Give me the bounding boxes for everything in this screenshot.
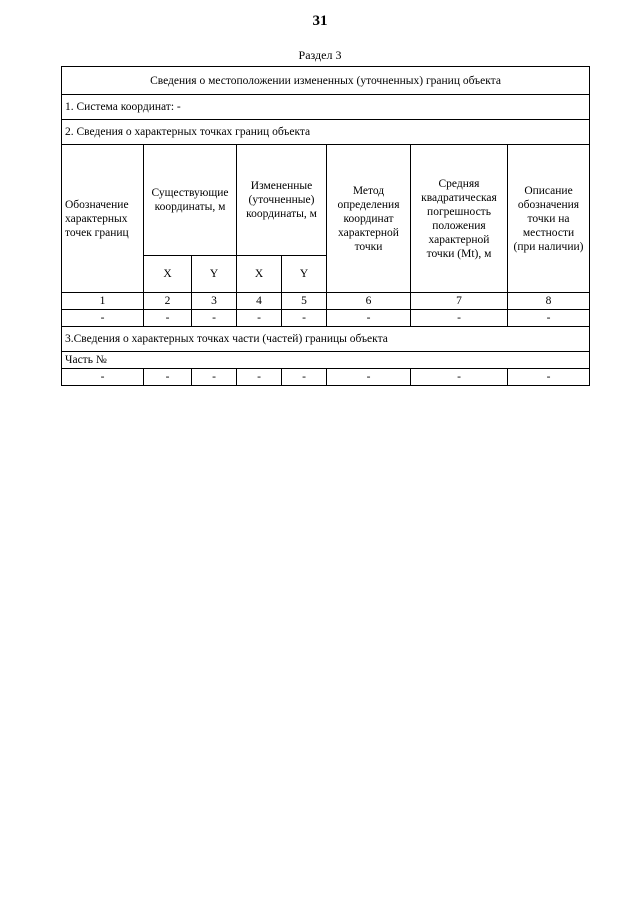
- column-number: 8: [508, 293, 590, 310]
- column-number: 2: [144, 293, 192, 310]
- column-number: 6: [327, 293, 411, 310]
- table-cell: -: [508, 310, 590, 327]
- table-row: [62, 369, 590, 386]
- header-changed-x: X: [237, 256, 282, 293]
- boundary-table: [61, 66, 590, 386]
- section-label: Раздел 3: [298, 48, 342, 62]
- table-cell: -: [282, 310, 327, 327]
- table-cell: -: [282, 369, 327, 386]
- table-title: Сведения о местоположении измененных (уточненных) границ объекта: [62, 67, 590, 95]
- header-existing-y: Y: [192, 256, 237, 293]
- header-description: Описание обозначения точки на местности (при наличии): [508, 145, 590, 293]
- header-error: Средняя квадратическая погрешность положения характерной точки (Mt), м: [411, 145, 508, 293]
- page-number: 31: [312, 13, 328, 29]
- header-changed-y: Y: [282, 256, 327, 293]
- column-number: 5: [282, 293, 327, 310]
- table-cell: -: [62, 310, 144, 327]
- table-cell: -: [144, 369, 192, 386]
- table-cell: -: [237, 369, 282, 386]
- table-cell: -: [192, 369, 237, 386]
- column-number: 1: [62, 293, 144, 310]
- part-heading: 3.Сведения о характерных точках части (частей) границы объекта: [62, 327, 590, 352]
- part-label: Часть №: [62, 352, 590, 369]
- table-row: [62, 310, 590, 327]
- header-designation: Обозначение характерных точек границ: [62, 145, 144, 293]
- column-number: 3: [192, 293, 237, 310]
- table-cell: -: [327, 369, 411, 386]
- table-cell: -: [237, 310, 282, 327]
- points-heading: 2. Сведения о характерных точках границ объекта: [62, 120, 590, 145]
- table-cell: -: [411, 369, 508, 386]
- header-existing-x: X: [144, 256, 192, 293]
- column-number-row: [62, 293, 590, 310]
- coordinate-system: 1. Система координат: -: [62, 95, 590, 120]
- table-cell: -: [144, 310, 192, 327]
- table-cell: -: [192, 310, 237, 327]
- header-existing-coordinates: Существующие координаты, м: [144, 145, 237, 256]
- header-method: Метод определения координат характерной точки: [327, 145, 411, 293]
- table-cell: -: [411, 310, 508, 327]
- column-number: 4: [237, 293, 282, 310]
- column-number: 7: [411, 293, 508, 310]
- table-cell: -: [62, 369, 144, 386]
- table-cell: -: [327, 310, 411, 327]
- header-changed-coordinates: Измененные (уточненные) координаты, м: [237, 145, 327, 256]
- table-cell: -: [508, 369, 590, 386]
